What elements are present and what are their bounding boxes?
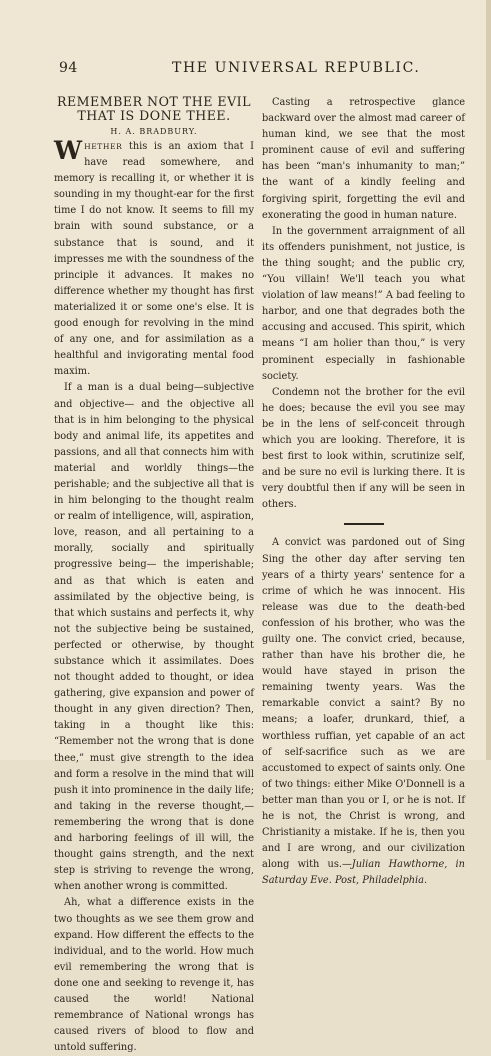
- article-byline: H. A. BRADBURY.: [110, 127, 198, 136]
- page-number: 94: [59, 60, 78, 76]
- article-paragraph: Casting a retrospective glance backward over the almost mad career of human kind, we see that the most prominent cause of evil and suffering has been “man's inhumanity to man;” the want of a kindly feeling and forgiving spirit, forgetting the evil and exonerating the good in human nature.: [262, 97, 465, 221]
- article-paragraph: If a man is a dual being—subjective and objective— and the objective all that is in him belonging to the physical body and animal life, its appetites and passions, and all that connects him with material and worldly things—the perishable; and the subjective all that is in him belonging to the thought realm or realm of intelligence, will, aspiration, love, reason, and all pertaining to a morally, socially and spiritually progressive being— the imperishable; and as that which is eaten and assimilated by the objective being, is that which sustains and perfects it, why not the subjective being be sustained, perfected or otherwise, by thought substance which it assimilates. Does not thought added to thought, or idea gathering, give expansion and power of thought in any given direction? Then, taking in a thought like this: “Remember not the wrong that is done thee,” must give strength to the idea and form a resolve in the mind that will push it into prominence in the daily life; and taking in the reverse thought,—remembering the wrong that is done and harboring feelings of ill will, the thought gains strength, and the next step is striving to revenge the wrong, when another wrong is committed.: [54, 382, 254, 893]
- article-paragraph: Condemn not the brother for the evil he does; because the evil you see may be in the lens of self-conceit through which you are looking. Therefore, it is best first to look within, scrutinize self, and be sure no evil is lurking there. It is very doubtful then if any will be seen in others.: [262, 386, 465, 511]
- drop-cap: W: [54, 136, 83, 165]
- article-paragraph: In the government arraignment of all its offenders punishment, not justice, is the thing sought; and the public cry, “You villain! We'll teach you what violation of law means!” A bad feeling to harbor, and one that degrades both the accusing and accused. This spirit, which means “I am holier than thou,” is very prominent especially in fashionable society.: [262, 225, 465, 382]
- first-word-smallcaps: HETHER: [84, 142, 123, 151]
- convict-story-text: A convict was pardoned out of Sing Sing the other day after serving ten years of a thirty years' sentence for a crime of which he was innocent. His release was due to the death-bed confession of his brother, who was the guilty one. The convict cried, because, rather than have his brother die, he would have stayed in prison the remaining twenty years. Was the remarkable convict a saint? By no means; a loafer, drunkard, thief, a worthless ruffian, yet capable of an act of self-sacrifice such as we are accustomed to expect of saints only. One of two things: either Mike O'Donnell is a better man than you or I, or he is not. If he is not, the Christ is wrong, and Christianity a mistake. If he is, then you and I are wrong, and our civilization along with us.—: [262, 537, 465, 871]
- paragraph-text: this is an axiom that I have read somewhere, and memory is recalling it, or whether it is sounding in my thought-ear for the first time I do not know. It seems to fill my brain with sound substance, or a substance that is sound, and it impresses me with the soundness of the principle it advances. It makes no difference whether my thought has first materialized it or some one's else. It is good enough for revolving in the mind of any one, and for assimilation as a healthful and invigorating mental food maxim.: [54, 141, 254, 378]
- article-paragraph: [54, 136, 254, 380]
- article-paragraph: Ah, what a difference exists in the two thoughts as we see them grow and expand. How different the effects to the individual, and to the world. How much evil remembering the wrong that is done one and seeking to revenge it, has caused the world! National remembrance of National wrongs has caused rivers of blood to flow and untold suffering.: [54, 897, 254, 1054]
- running-title: THE UNIVERSAL REPUBLIC.: [172, 60, 421, 76]
- right-column: [262, 95, 465, 890]
- source-credit: Julian Hawthorne, in Saturday Eve. Post, Philadelphia.: [262, 859, 465, 887]
- left-column: [54, 95, 254, 1056]
- section-divider: [344, 523, 384, 525]
- article-title: REMEMBER NOT THE EVIL THAT IS DONE THEE.: [56, 94, 252, 123]
- convict-story-paragraph: [262, 535, 465, 889]
- page-header: [0, 60, 486, 78]
